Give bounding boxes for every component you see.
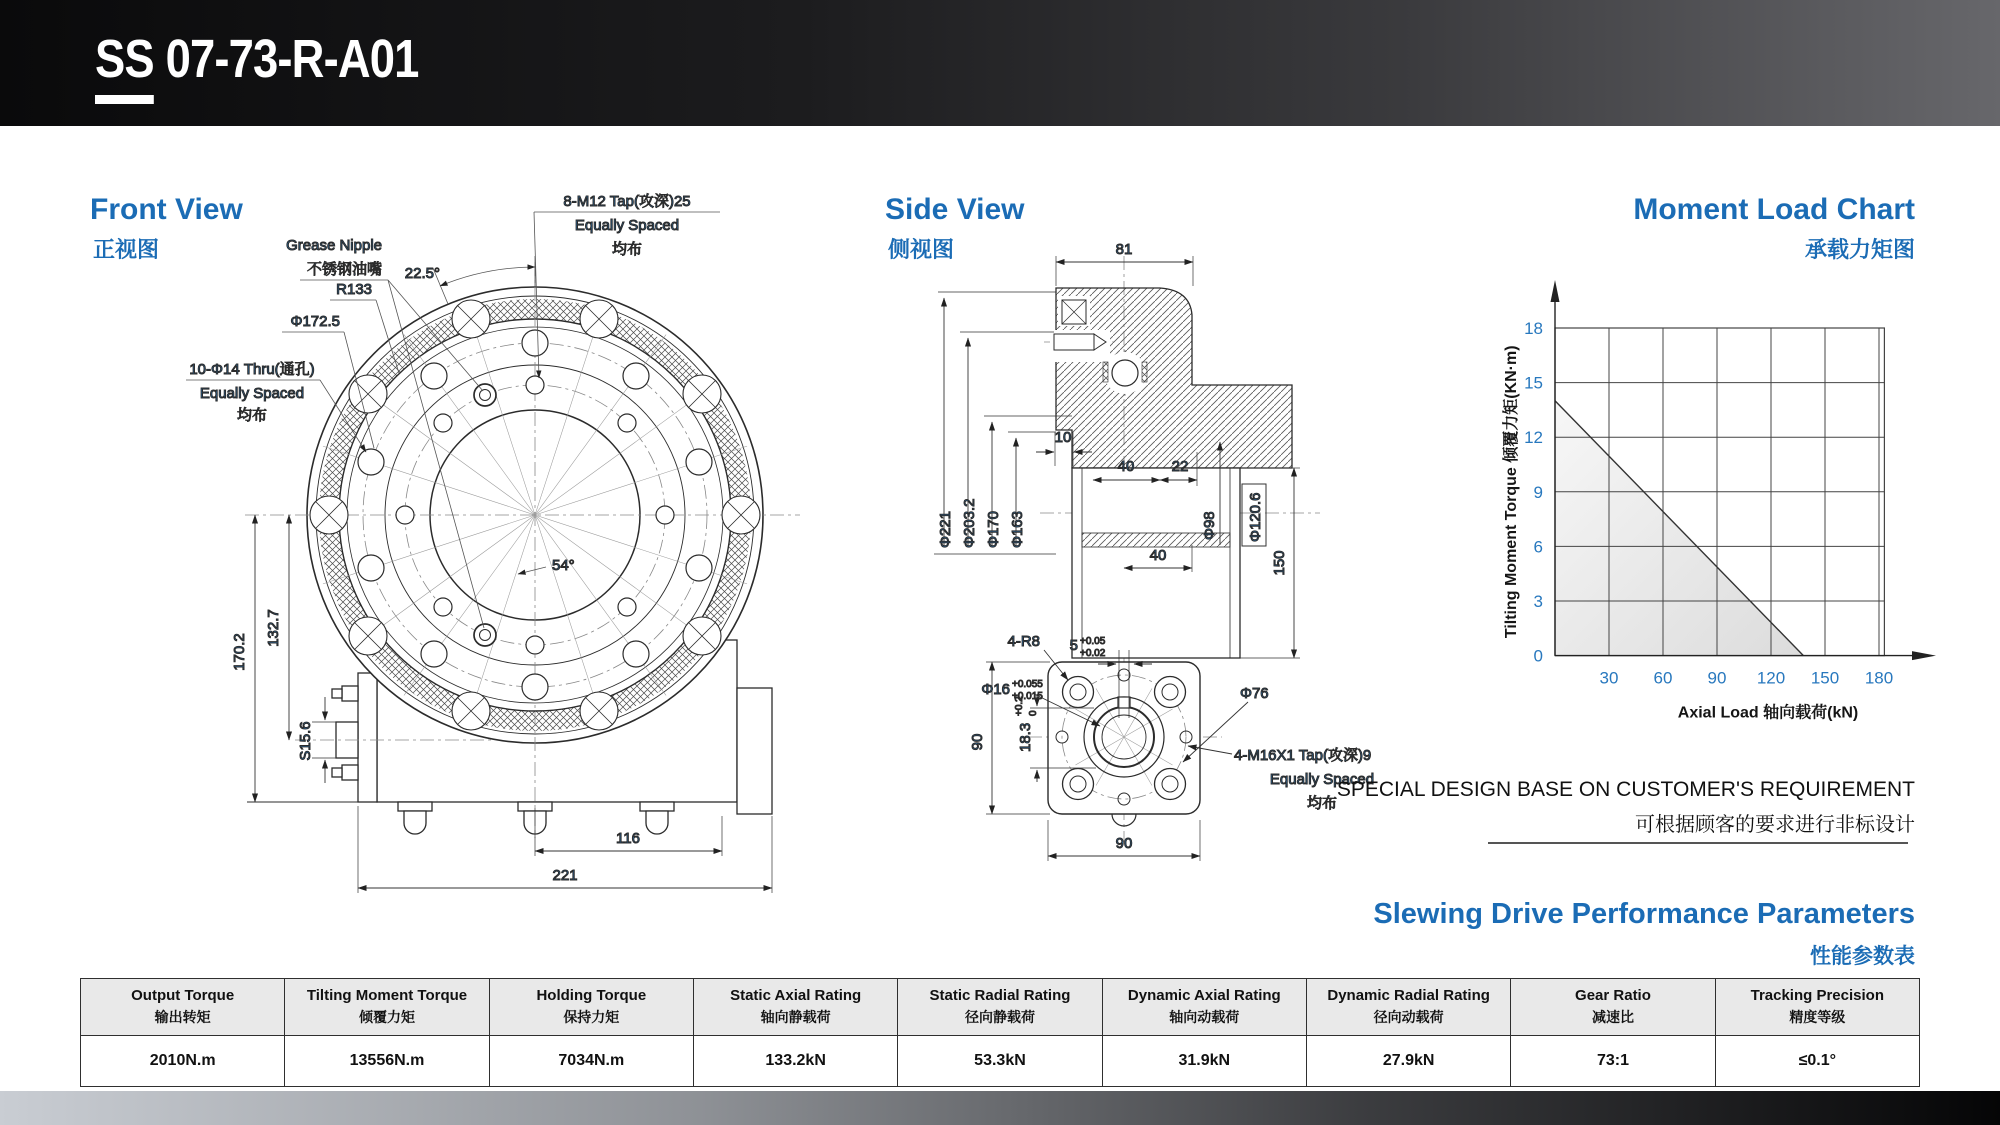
side-ring-section — [1050, 288, 1292, 468]
label-tap4-2: Equally Spaced — [1269, 771, 1375, 788]
value-static-radial: 53.3kN — [898, 1036, 1102, 1087]
dim-90-bottom: 90 — [1115, 835, 1133, 852]
x-tick-60: 60 — [1653, 668, 1673, 688]
footer-bar — [0, 1091, 2000, 1125]
value-tilting-moment-torque: 13556N.m — [285, 1036, 489, 1087]
performance-value-row — [81, 1036, 1920, 1087]
model-series: SS — [95, 28, 154, 104]
label-dia172-5: Φ172.5 — [290, 313, 340, 330]
x-tick-180: 180 — [1864, 668, 1894, 688]
dim-116: 116 — [616, 830, 640, 847]
value-dynamic-axial: 31.9kN — [1102, 1036, 1306, 1087]
performance-title: Slewing Drive Performance Parameters — [1373, 898, 1915, 930]
label-tap4-1: 4-M16X1 Tap(攻深)9 — [1234, 747, 1372, 764]
chart-title: Moment Load Chart — [1633, 193, 1915, 226]
dim-dia76: Φ76 — [1240, 685, 1269, 702]
col-holding-torque: Holding Torque 保持力矩 — [489, 979, 693, 1036]
side-view-title: Side View — [885, 193, 1025, 226]
x-tick-90: 90 — [1707, 668, 1727, 688]
y-tick-12: 12 — [1524, 428, 1543, 448]
dim-221: 221 — [552, 867, 578, 884]
value-dynamic-radial: 27.9kN — [1306, 1036, 1510, 1087]
dim-150: 150 — [1271, 550, 1288, 576]
value-output-torque: 2010N.m — [81, 1036, 285, 1087]
col-tilting-moment-torque: Tilting Moment Torque 倾覆力矩 — [285, 979, 489, 1036]
y-tick-3: 3 — [1533, 592, 1543, 611]
dim-dia221: Φ221 — [937, 511, 954, 548]
dim-40-mid: 40 — [1149, 547, 1167, 564]
col-dynamic-axial: Dynamic Axial Rating 轴向动载荷 — [1102, 979, 1306, 1036]
label-tap8-1: 8-M12 Tap(攻深)25 — [563, 193, 691, 210]
label-tap8-3: 均布 — [611, 241, 643, 258]
label-thru-3: 均布 — [236, 407, 268, 424]
label-grease-nipple-cn: 不锈钢油嘴 — [306, 261, 382, 278]
performance-table — [80, 978, 1920, 1087]
note-divider — [1488, 842, 1908, 844]
chart-x-label: Axial Load 轴向载荷(kN) — [1677, 704, 1859, 722]
dim-key5: 5 — [1069, 637, 1078, 654]
dim-18-3-sup: +0.2 — [1014, 696, 1025, 716]
y-tick-6: 6 — [1533, 537, 1543, 557]
y-tick-18: 18 — [1524, 319, 1543, 338]
side-view-title-cn: 侧视图 — [888, 237, 955, 262]
value-holding-torque: 7034N.m — [489, 1036, 693, 1087]
dim-90-left: 90 — [969, 733, 986, 751]
label-r133: R133 — [336, 281, 372, 298]
dim-dia98: Φ98 — [1201, 511, 1218, 540]
side-view-drawing — [934, 241, 1374, 861]
y-tick-0: 0 — [1533, 646, 1543, 666]
dim-10: 10 — [1054, 429, 1072, 446]
dim-170-2: 170.2 — [231, 633, 248, 671]
x-tick-30: 30 — [1599, 668, 1619, 688]
col-output-torque: Output Torque 输出转矩 — [81, 979, 285, 1036]
label-thru-1: 10-Φ14 Thru(通孔) — [189, 361, 315, 378]
label-grease-nipple: Grease Nipple — [286, 237, 382, 254]
y-tick-15: 15 — [1524, 373, 1543, 393]
special-design-note: SPECIAL DESIGN BASE ON CUSTOMER'S REQUIREMENT — [1336, 778, 1915, 801]
moment-load-chart — [1500, 260, 1960, 740]
dim-18-3-sub: 0 — [1028, 710, 1039, 716]
performance-title-cn: 性能参数表 — [1810, 945, 1915, 968]
chart-title-cn: 承载力矩图 — [1804, 237, 1915, 262]
label-angle-54: 54° — [552, 557, 575, 574]
front-view-title: Front View — [90, 193, 243, 226]
front-view-title-cn: 正视图 — [93, 237, 160, 262]
col-static-axial: Static Axial Rating 轴向静载荷 — [693, 979, 897, 1036]
dim-s15-6: S15.6 — [297, 721, 314, 761]
value-static-axial: 133.2kN — [693, 1036, 897, 1087]
dim-key5-sub: +0.02 — [1080, 648, 1106, 659]
dim-18-3: 18.3 — [1017, 722, 1034, 752]
dim-40-top: 40 — [1117, 458, 1135, 475]
x-tick-120: 120 — [1756, 668, 1786, 688]
special-design-note-cn: 可根据顾客的要求进行非标设计 — [1635, 814, 1915, 836]
performance-header-row — [81, 979, 1920, 1036]
front-view-drawing — [186, 193, 800, 893]
col-static-radial: Static Radial Rating 径向静载荷 — [898, 979, 1102, 1036]
dim-dia203-2: Φ203.2 — [961, 498, 978, 548]
dim-132-7: 132.7 — [265, 609, 282, 647]
y-tick-9: 9 — [1533, 482, 1543, 502]
label-thru-2: Equally Spaced — [199, 385, 305, 402]
value-gear-ratio: 73:1 — [1511, 1036, 1715, 1087]
dim-dia16: Φ16 — [981, 681, 1010, 698]
label-tap8-2: Equally Spaced — [574, 217, 680, 234]
dim-dia16-sub: +0.015 — [1012, 691, 1043, 702]
dim-key5-sup: +0.05 — [1080, 636, 1106, 647]
dim-dia170: Φ170 — [985, 511, 1002, 548]
dim-dia120-6: Φ120.6 — [1247, 492, 1264, 542]
model-number: 07-73-R-A01 — [165, 29, 419, 89]
x-tick-150: 150 — [1810, 668, 1840, 688]
label-4-r8: 4-R8 — [1007, 633, 1040, 650]
col-tracking-precision: Tracking Precision 精度等级 — [1715, 979, 1919, 1036]
dim-dia16-sup: +0.055 — [1012, 679, 1043, 690]
label-angle-22-5: 22.5° — [404, 265, 440, 282]
dim-81: 81 — [1115, 241, 1133, 258]
value-tracking-precision: ≤0.1° — [1715, 1036, 1919, 1087]
label-tap4-3: 均布 — [1306, 795, 1338, 812]
col-dynamic-radial: Dynamic Radial Rating 径向动载荷 — [1306, 979, 1510, 1036]
dim-dia163: Φ163 — [1009, 511, 1026, 548]
col-gear-ratio: Gear Ratio 减速比 — [1511, 979, 1715, 1036]
chart-y-label: Tilting Moment Torque 倾覆力矩(KN·m) — [1503, 345, 1520, 639]
dim-22: 22 — [1171, 458, 1189, 475]
